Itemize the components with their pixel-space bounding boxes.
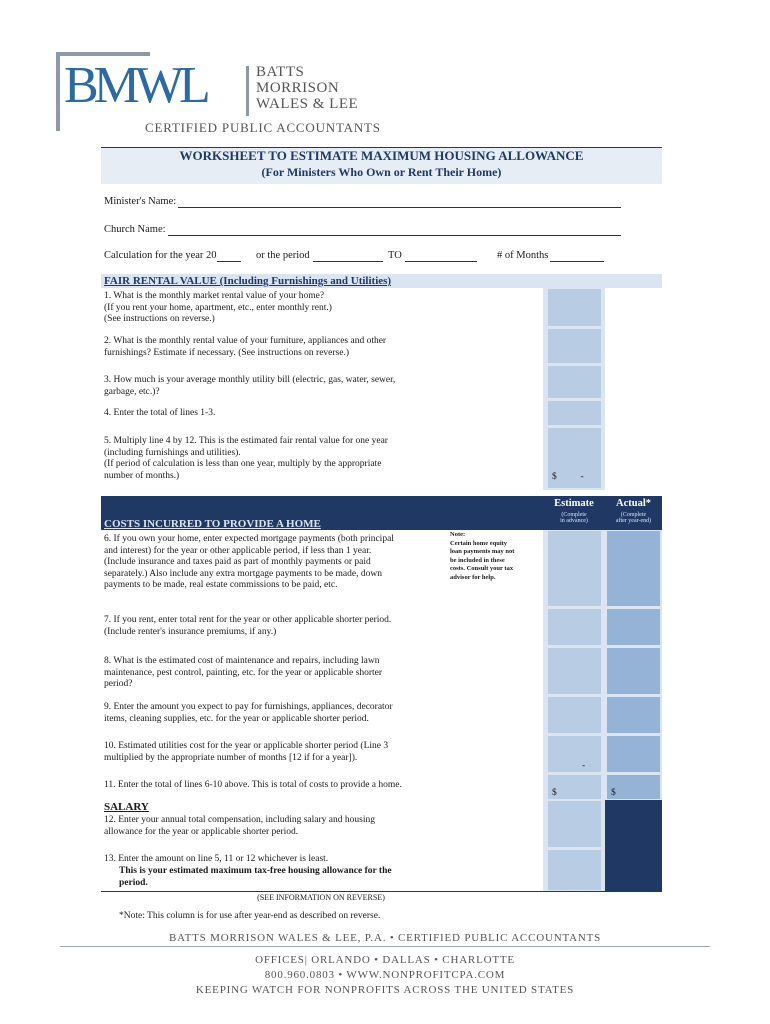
q10-line: 10. Estimated utilities cost for the year or applicable shorter period (Line 3 (104, 741, 389, 751)
logo-tagline: CERTIFIED PUBLIC ACCOUNTANTS (145, 120, 381, 135)
months-field[interactable] (550, 260, 604, 262)
costs-q6 (104, 534, 444, 592)
q7-line: (Include renter's insurance premiums, if any.) (104, 626, 277, 637)
q12-line: allowance for the year or applicable shorter period. (104, 826, 299, 837)
costs-q9 (104, 702, 540, 725)
frv-q5-line: (If period of calculation is less than one year, multiply by the appropriate (104, 459, 382, 469)
q10-estimate-cell[interactable] (548, 736, 601, 772)
period-label: or the period (256, 250, 310, 261)
church-label: Church Name: (104, 224, 166, 235)
q13-bold-line: period. (119, 877, 148, 888)
costs-q7 (104, 615, 540, 638)
frv-q5-line: number of months.) (104, 470, 180, 481)
q6-line: 6. If you own your home, enter expected mortgage payments (both principal (104, 534, 394, 544)
logo-name-1: BATTS (256, 64, 305, 80)
salary-q12 (104, 815, 540, 838)
q11-actual-value: $ (611, 788, 616, 798)
page-title: WORKSHEET TO ESTIMATE MAXIMUM HOUSING ALLOWANCE (179, 148, 584, 163)
actual-column-footnote: *Note: This column is for use after year-end as described on reverse. (119, 911, 381, 921)
footer-slogan: KEEPING WATCH FOR NONPROFITS ACROSS THE UNITED STATES (195, 984, 575, 996)
frv-q2 (104, 336, 540, 359)
frv-q1-line: (See instructions on reverse.) (104, 314, 215, 324)
salary-actual-blocked (605, 800, 662, 892)
note-line: Note: (450, 531, 466, 538)
minister-label: Minister's Name: (104, 196, 177, 207)
frv-q2-line: 2. What is the monthly rental value of your furniture, appliances and other (104, 336, 387, 346)
estimate-sub-line: in advance) (560, 518, 588, 524)
q6-line: payments to be made, real estate commissions to be paid, etc. (104, 580, 338, 590)
page-subtitle: (For Ministers Who Own or Rent Their Home) (261, 165, 502, 179)
q9-line: 9. Enter the amount you expect to pay for furnishings, appliances, decorator (104, 702, 393, 712)
logo-divider (246, 66, 249, 116)
period-end-field[interactable] (405, 260, 477, 262)
q8-estimate-cell[interactable] (548, 648, 601, 694)
note-line: Certain home equity (450, 539, 508, 547)
q9-estimate-cell[interactable] (548, 697, 601, 733)
salary-q13-bold (119, 866, 539, 889)
q6-line: separately.) Also include any extra mortgage payments to be made, down (104, 568, 382, 579)
note-line: advisor for help. (450, 573, 496, 581)
q7-line: 7. If you rent, enter total rent for the year or other applicable shorter period. (104, 615, 392, 625)
frv-q5-line: (including furnishings and utilities). (104, 447, 241, 458)
logo-names (256, 64, 358, 112)
actual-column-sub (605, 512, 662, 524)
church-name-field[interactable] (168, 234, 621, 236)
see-reverse-note: (SEE INFORMATION ON REVERSE) (257, 893, 385, 902)
frv-line3-cell[interactable] (548, 366, 601, 398)
footer-firm-line: BATTS MORRISON WALES & LEE, P.A. • CERTIFIED PUBLIC ACCOUNTANTS (168, 932, 602, 944)
actual-sub-line: (Complete (620, 512, 647, 518)
q7-actual-cell[interactable] (607, 609, 660, 645)
q10-value: - (582, 761, 586, 771)
q9-actual-cell[interactable] (607, 697, 660, 733)
q6-line: and interest) for the year or other applicable period, if less than 1 year. (104, 545, 372, 556)
footer-offices: OFFICES| ORLANDO • DALLAS • CHARLOTTE (255, 954, 515, 966)
to-label: TO (388, 250, 402, 261)
actual-column-header: Actual* (616, 498, 651, 509)
frv-line2-cell[interactable] (548, 329, 601, 363)
q8-line: maintenance, pest control, painting, etc. for the year or applicable shorter (104, 667, 383, 678)
calc-year-label: Calculation for the year 20 (104, 250, 217, 261)
q8-line: 8. What is the estimated cost of maintenance and repairs, including lawn (104, 656, 380, 666)
frv-q2-line: furnishings? Estimate if necessary. (See instructions on reverse.) (104, 347, 349, 358)
q6-line: (Include insurance and taxes paid as part of monthly payments or paid (104, 557, 371, 567)
q9-line: items, cleaning supplies, etc. for the year or applicable shorter period. (104, 713, 369, 724)
q12-line: 12. Enter your annual total compensation, including salary and housing (104, 815, 375, 825)
frv-q3-line: garbage, etc.)? (104, 386, 160, 397)
footer-contact: 800.960.0803 • WWW.NONPROFITCPA.COM (264, 969, 506, 981)
actual-sub-line: after year-end) (615, 518, 652, 524)
footer-rule (60, 946, 710, 947)
logo-name-2: MORRISON (256, 80, 340, 96)
frv-q4: 4. Enter the total of lines 1-3. (104, 408, 216, 418)
minister-name-field[interactable] (178, 206, 621, 208)
estimate-sub-line: (Complete (561, 512, 587, 518)
logo-name-3: WALES & LEE (256, 96, 359, 112)
q13-bold-line: This is your estimated maximum tax-free housing allowance for the (119, 866, 392, 876)
frv-q3-line: 3. How much is your average monthly utility bill (electric, gas, water, sewer, (104, 375, 396, 385)
salary-heading: SALARY (104, 801, 149, 813)
estimate-column-sub (543, 512, 605, 524)
q8-line: period? (104, 679, 133, 689)
estimate-column-header: Estimate (554, 498, 594, 509)
frv-line1-cell[interactable] (548, 289, 601, 326)
costs-q11: 11. Enter the total of lines 6-10 above. This is total of costs to provide a home. (104, 780, 402, 790)
q10-line: multiplied by the appropriate number of months [12 if for a year]). (104, 752, 358, 763)
costs-heading: COSTS INCURRED TO PROVIDE A HOME (104, 518, 321, 530)
q10-actual-cell[interactable] (607, 736, 660, 772)
home-equity-note (450, 531, 542, 582)
note-line: loan payments may not (450, 548, 515, 555)
costs-q8 (104, 656, 540, 691)
q11-estimate-value: $ (552, 788, 557, 798)
frv-line4-cell[interactable] (548, 401, 601, 425)
note-line: be included in these (450, 556, 505, 564)
q6-estimate-cell[interactable] (548, 531, 601, 606)
frv-q1-line: 1. What is the monthly market rental value of your home? (104, 291, 325, 301)
months-label: # of Months (497, 250, 549, 261)
costs-q10 (104, 741, 540, 764)
logo-monogram: BMWL (64, 57, 206, 114)
year-field[interactable] (217, 260, 241, 262)
q12-estimate-cell[interactable] (548, 801, 601, 847)
frv-line5-value: $ - (552, 472, 584, 482)
salary-q13: 13. Enter the amount on line 5, 11 or 12 whichever is least. (104, 854, 329, 864)
frv-q1 (104, 291, 540, 326)
q6-actual-cell[interactable] (607, 531, 660, 606)
frv-q5 (104, 436, 540, 482)
period-start-field[interactable] (313, 260, 383, 262)
q7-estimate-cell[interactable] (548, 609, 601, 645)
frv-q3 (104, 375, 540, 398)
note-line: costs. Consult your tax (450, 565, 514, 572)
q8-actual-cell[interactable] (607, 648, 660, 694)
q13-estimate-cell[interactable] (548, 850, 601, 890)
frv-q1-line: (If you rent your home, apartment, etc., enter monthly rent.) (104, 302, 332, 313)
frv-heading: FAIR RENTAL VALUE (Including Furnishings and Utilities) (104, 275, 392, 287)
frv-q5-line: 5. Multiply line 4 by 12. This is the estimated fair rental value for one year (104, 436, 388, 446)
